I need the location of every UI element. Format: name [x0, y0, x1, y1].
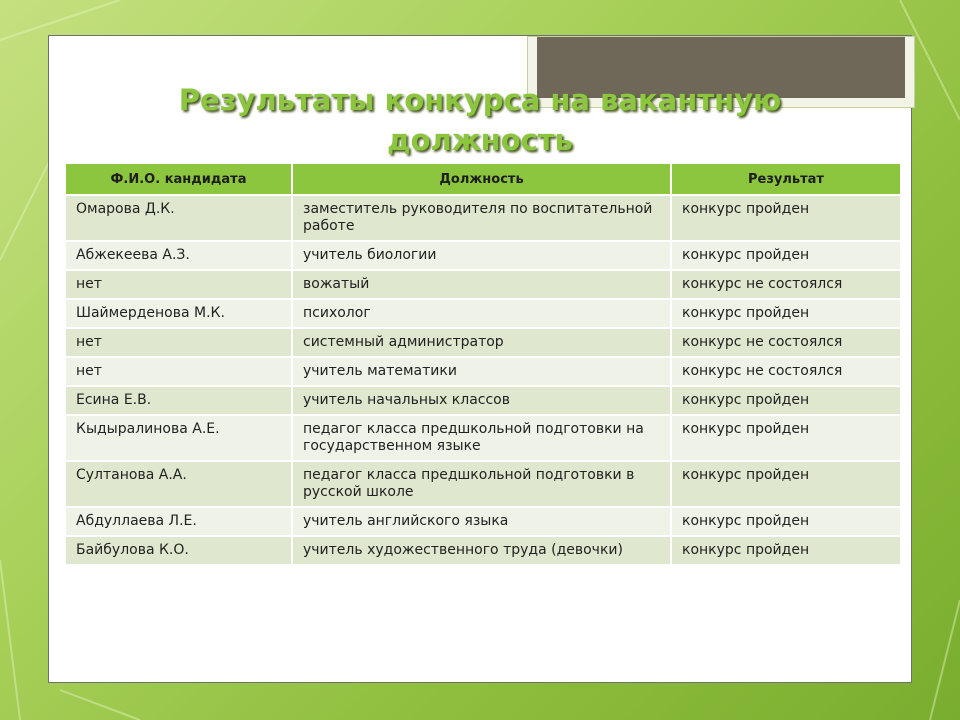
- table-row: [65, 386, 901, 415]
- header-position: Должность: [292, 163, 671, 195]
- cell-result: конкурс не состоялся: [671, 328, 901, 357]
- table-row: [65, 299, 901, 328]
- title-line-2: должность: [387, 123, 573, 157]
- cell-position: заместитель руководителя по воспитательной работе: [292, 195, 671, 241]
- cell-position: учитель математики: [292, 357, 671, 386]
- table-header-row: [65, 163, 901, 195]
- cell-position: педагог класса предшкольной подготовки в русской школе: [292, 461, 671, 507]
- table-row: [65, 270, 901, 299]
- cell-result: конкурс не состоялся: [671, 270, 901, 299]
- cell-result: конкурс пройден: [671, 299, 901, 328]
- cell-name: Байбулова К.О.: [65, 536, 292, 565]
- title-line-1: Результаты конкурса на вакантную: [178, 83, 782, 117]
- cell-position: педагог класса предшкольной подготовки на государственном языке: [292, 415, 671, 461]
- cell-result: конкурс не состоялся: [671, 357, 901, 386]
- cell-position: системный администратор: [292, 328, 671, 357]
- cell-result: конкурс пройден: [671, 536, 901, 565]
- slide-title: [150, 80, 810, 160]
- cell-position: учитель биологии: [292, 241, 671, 270]
- cell-name: Омарова Д.К.: [65, 195, 292, 241]
- cell-position: вожатый: [292, 270, 671, 299]
- table-row: [65, 507, 901, 536]
- header-result: Результат: [671, 163, 901, 195]
- table-row: [65, 328, 901, 357]
- cell-result: конкурс пройден: [671, 507, 901, 536]
- table-row: [65, 241, 901, 270]
- cell-name: Шаймерденова М.К.: [65, 299, 292, 328]
- cell-name: нет: [65, 270, 292, 299]
- cell-name: Кыдыралинова А.Е.: [65, 415, 292, 461]
- header-name: Ф.И.О. кандидата: [65, 163, 292, 195]
- results-table: [64, 162, 902, 566]
- table-row: [65, 357, 901, 386]
- cell-position: учитель английского языка: [292, 507, 671, 536]
- cell-position: учитель начальных классов: [292, 386, 671, 415]
- table-row: [65, 195, 901, 241]
- table-row: [65, 415, 901, 461]
- cell-result: конкурс пройден: [671, 195, 901, 241]
- cell-result: конкурс пройден: [671, 386, 901, 415]
- table-row: [65, 536, 901, 565]
- cell-result: конкурс пройден: [671, 415, 901, 461]
- cell-name: Султанова А.А.: [65, 461, 292, 507]
- cell-name: Абдуллаева Л.Е.: [65, 507, 292, 536]
- cell-position: учитель художественного труда (девочки): [292, 536, 671, 565]
- cell-name: нет: [65, 357, 292, 386]
- table-row: [65, 461, 901, 507]
- cell-result: конкурс пройден: [671, 241, 901, 270]
- cell-result: конкурс пройден: [671, 461, 901, 507]
- cell-position: психолог: [292, 299, 671, 328]
- cell-name: нет: [65, 328, 292, 357]
- cell-name: Есина Е.В.: [65, 386, 292, 415]
- cell-name: Абжекеева А.З.: [65, 241, 292, 270]
